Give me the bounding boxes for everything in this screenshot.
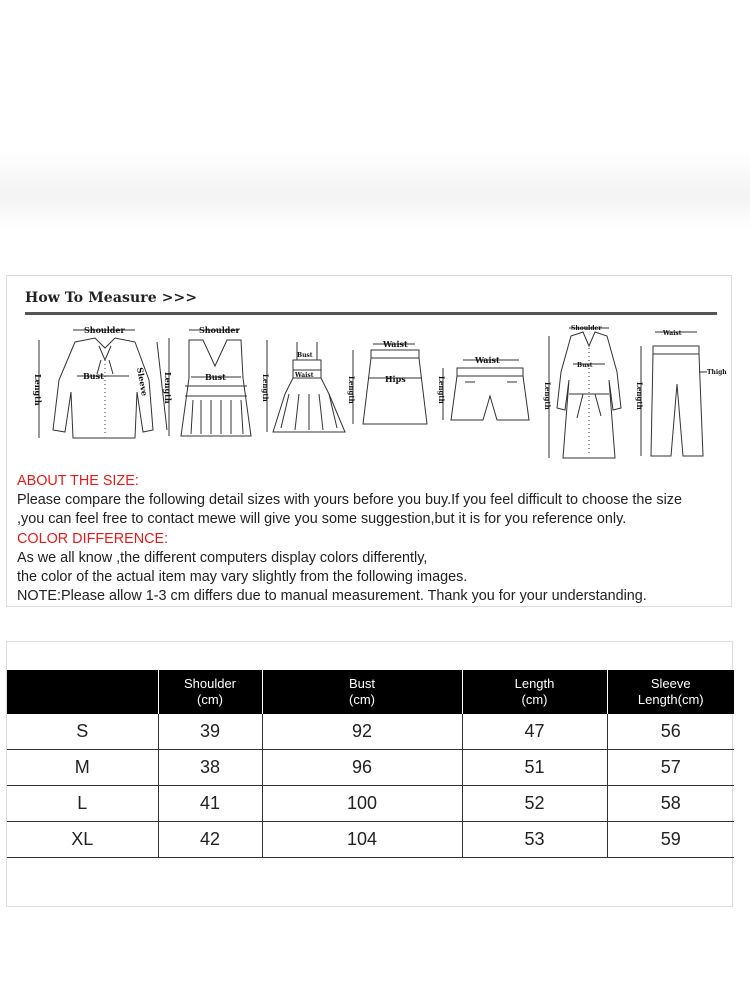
how-to-measure-panel (6, 275, 732, 607)
label-waist-1: Waist (295, 372, 314, 379)
label-length-4: Length (347, 376, 356, 404)
cell-length: 52 (462, 786, 607, 822)
label-waist-3: Waist (475, 355, 500, 365)
about-size-line-1: Please compare the following detail sizes with yours before you buy.If you feel difficult to choose the size (17, 492, 682, 509)
label-bust-2: Bust (205, 372, 226, 382)
cell-shoulder: 38 (158, 750, 262, 786)
size-chart-table (7, 670, 734, 858)
label-shoulder-3: Shoulder (571, 325, 602, 332)
header-shoulder: Shoulder (cm) (158, 670, 262, 714)
color-difference-heading: COLOR DIFFERENCE: (17, 530, 169, 547)
background-haze (0, 150, 750, 230)
cell-size: M (7, 750, 158, 786)
label-length-7: Length (635, 382, 644, 410)
label-length-1: Length (33, 374, 43, 406)
label-length-5: Length (437, 376, 446, 404)
header-bust: Bust (cm) (262, 670, 462, 714)
cell-bust: 96 (262, 750, 462, 786)
header-sleeve-length: Sleeve Length(cm) (607, 670, 734, 714)
table-row (7, 822, 734, 858)
size-table-header-row (7, 670, 734, 714)
label-thigh-1: Thigh (707, 369, 727, 376)
garment-measure-diagrams (17, 320, 727, 470)
title-divider (25, 312, 717, 315)
label-sleeve-1: Sleeve (135, 366, 150, 397)
label-waist-4: Waist (663, 330, 682, 337)
label-length-3: Length (261, 374, 270, 402)
label-bust-3: Bust (297, 352, 313, 359)
table-row (7, 714, 734, 750)
cell-sleeve-length: 56 (607, 714, 734, 750)
cell-length: 51 (462, 750, 607, 786)
cell-length: 53 (462, 822, 607, 858)
cell-shoulder: 41 (158, 786, 262, 822)
table-row (7, 786, 734, 822)
trousers-diagram (635, 330, 727, 456)
blouse-diagram (33, 325, 167, 438)
label-waist-2: Waist (383, 339, 408, 349)
size-chart-panel (6, 641, 733, 907)
table-row (7, 750, 734, 786)
note-line: NOTE:Please allow 1-3 cm differs due to manual measurement. Thank you for your understanding. (17, 588, 647, 605)
cell-bust: 104 (262, 822, 462, 858)
cell-sleeve-length: 58 (607, 786, 734, 822)
measure-title: How To Measure >>> (25, 290, 198, 306)
shorts-diagram (437, 355, 529, 420)
header-size (7, 670, 158, 714)
color-difference-line-1: As we all know ,the different computers display colors differently, (17, 549, 428, 566)
top-diagram (163, 325, 251, 436)
cell-sleeve-length: 59 (607, 822, 734, 858)
cell-length: 47 (462, 714, 607, 750)
label-shoulder-1: Shoulder (84, 325, 125, 335)
cell-sleeve-length: 57 (607, 750, 734, 786)
label-bust-1: Bust (83, 371, 104, 381)
cell-shoulder: 39 (158, 714, 262, 750)
skirt-diagram (347, 339, 427, 424)
cell-bust: 100 (262, 786, 462, 822)
cell-size: S (7, 714, 158, 750)
label-length-2: Length (163, 372, 173, 404)
label-length-6: Length (543, 382, 552, 410)
cell-size: L (7, 786, 158, 822)
label-shoulder-2: Shoulder (199, 325, 240, 335)
about-size-line-2: ,you can feel free to contact mewe will give you some suggestion,but it is for you reference only. (17, 511, 627, 528)
dress-diagram (261, 340, 345, 432)
cell-shoulder: 42 (158, 822, 262, 858)
size-info-text (17, 472, 727, 606)
label-bust-4: Bust (577, 362, 593, 369)
header-length: Length (cm) (462, 670, 607, 714)
cell-bust: 92 (262, 714, 462, 750)
label-hips-1: Hips (385, 374, 406, 384)
coat-diagram (543, 325, 621, 458)
about-size-heading: ABOUT THE SIZE: (17, 473, 139, 489)
color-difference-line-2: the color of the actual item may vary slightly from the following images. (17, 569, 468, 586)
cell-size: XL (7, 822, 158, 858)
